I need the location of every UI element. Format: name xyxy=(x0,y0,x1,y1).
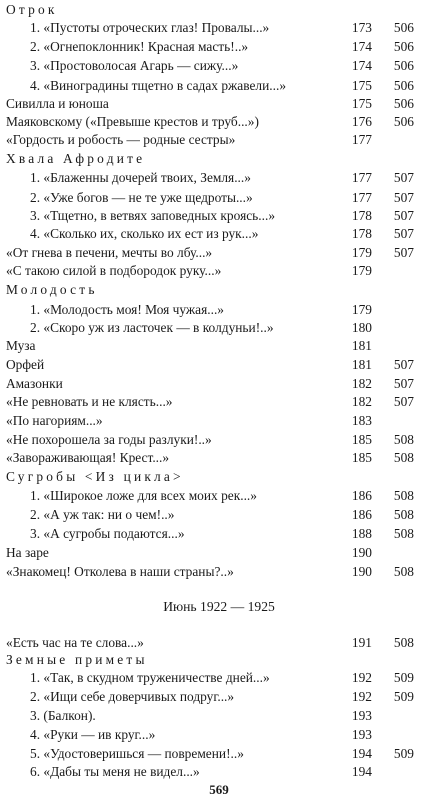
commentary-page-number: 509 xyxy=(393,746,414,761)
toc-entry xyxy=(0,706,438,726)
commentary-page-number: 508 xyxy=(393,507,414,522)
page-number: 174 xyxy=(351,58,372,73)
page-number: 192 xyxy=(351,689,372,704)
page-number: 173 xyxy=(351,20,372,35)
section-heading: Молодость xyxy=(6,282,98,297)
page-number: 194 xyxy=(351,746,372,761)
section-heading-row xyxy=(0,467,438,487)
entry-title: «Завораживающая! Крест...» xyxy=(6,450,170,465)
commentary-page-number: 508 xyxy=(393,432,414,447)
toc-entry xyxy=(0,543,438,563)
entry-title: Амазонки xyxy=(6,376,63,391)
commentary-page-number: 508 xyxy=(393,635,414,650)
commentary-page-number: 506 xyxy=(393,78,414,93)
entry-title: 2. «Скоро уж из ласточек — в колдуньи!..» xyxy=(30,320,274,335)
page-number: 181 xyxy=(351,357,372,372)
page-number: 185 xyxy=(351,450,372,465)
page-number: 177 xyxy=(351,132,372,147)
commentary-page-number: 507 xyxy=(393,226,414,241)
toc-entry xyxy=(0,668,438,688)
page-number: 182 xyxy=(351,376,372,391)
entry-title: «Есть час на те слова...» xyxy=(6,635,144,650)
toc-entry xyxy=(0,725,438,745)
page-number: 179 xyxy=(351,263,372,278)
commentary-page-number: 507 xyxy=(393,170,414,185)
page-number: 177 xyxy=(351,190,372,205)
entry-title: 1. «Молодость моя! Моя чужая...» xyxy=(30,302,225,317)
toc-entry xyxy=(0,430,438,450)
entry-title: «По нагориям...» xyxy=(6,413,103,428)
toc-entry xyxy=(0,318,438,338)
entry-title: «С такою силой в подбородок руку...» xyxy=(6,263,222,278)
date-heading-row xyxy=(0,597,438,617)
page-number: 175 xyxy=(351,96,372,111)
page-number: 186 xyxy=(351,507,372,522)
section-heading-row xyxy=(0,0,438,20)
entry-title: Муза xyxy=(6,338,36,353)
commentary-page-number: 509 xyxy=(393,689,414,704)
toc-entry xyxy=(0,486,438,506)
commentary-page-number: 507 xyxy=(393,357,414,372)
commentary-page-number: 508 xyxy=(393,450,414,465)
toc-entry xyxy=(0,224,438,244)
page-number: 182 xyxy=(351,394,372,409)
toc-entry xyxy=(0,505,438,525)
toc-entry xyxy=(0,336,438,356)
page-number: 188 xyxy=(351,526,372,541)
commentary-page-number: 506 xyxy=(393,20,414,35)
entry-title: 2. «Ищи себе доверчивых подруг...» xyxy=(30,689,235,704)
page-number: 194 xyxy=(351,764,372,779)
page-number: 180 xyxy=(351,320,372,335)
entry-title: 1. «Пустоты отроческих глаз! Провалы...» xyxy=(30,20,270,35)
toc-entry xyxy=(0,355,438,375)
entry-title: 3. «Тщетно, в ветвях заповедных кроясь...» xyxy=(30,208,276,223)
page-number: 179 xyxy=(351,302,372,317)
toc-entry xyxy=(0,168,438,188)
entry-title: 2. «Уже богов — не те уже щедроты...» xyxy=(30,190,253,205)
commentary-page-number: 506 xyxy=(393,96,414,111)
page-number: 186 xyxy=(351,488,372,503)
entry-title: «Не похорошела за годы разлуки!..» xyxy=(6,432,212,447)
commentary-page-number: 507 xyxy=(393,208,414,223)
entry-title: 1. «Так, в скудном труженичестве дней...» xyxy=(30,670,270,685)
entry-title: 3. (Балкон). xyxy=(30,708,96,723)
toc-entry xyxy=(0,524,438,544)
entry-title: 2. «А уж так: ни о чем!..» xyxy=(30,507,175,522)
toc-entry xyxy=(0,243,438,263)
commentary-page-number: 508 xyxy=(393,488,414,503)
toc-entry xyxy=(0,687,438,707)
page-number: 175 xyxy=(351,78,372,93)
commentary-page-number: 507 xyxy=(393,190,414,205)
toc-entry xyxy=(0,448,438,468)
page-number: 178 xyxy=(351,208,372,223)
commentary-page-number: 509 xyxy=(393,670,414,685)
entry-title: 2. «Огнепоклонник! Красная масть!..» xyxy=(30,39,249,54)
section-heading: Сугробы <Из цикла> xyxy=(6,469,184,484)
entry-title: 3. «А сугробы подаются...» xyxy=(30,526,185,541)
entry-title: 6. «Дабы ты меня не видел...» xyxy=(30,764,200,779)
entry-title: 4. «Виноградины тщетно в садах ржавели...» xyxy=(30,78,287,93)
commentary-page-number: 508 xyxy=(393,564,414,579)
commentary-page-number: 507 xyxy=(393,394,414,409)
entry-title: «Не ревновать и не клясть...» xyxy=(6,394,173,409)
commentary-page-number: 506 xyxy=(393,39,414,54)
entry-title: «Гордость и робость — родные сестры» xyxy=(6,132,236,147)
toc-entry xyxy=(0,76,438,96)
page-number: 178 xyxy=(351,226,372,241)
toc-entry xyxy=(0,261,438,281)
page-number: 177 xyxy=(351,170,372,185)
entry-title: Маяковскому («Превыше крестов и труб...») xyxy=(6,114,259,129)
section-heading-row xyxy=(0,280,438,300)
toc-entry xyxy=(0,300,438,320)
page-number: 193 xyxy=(351,727,372,742)
page-number-footer: 569 xyxy=(209,782,229,797)
toc-entry xyxy=(0,188,438,208)
entry-title: 3. «Простоволосая Агарь — сижу...» xyxy=(30,58,239,73)
commentary-page-number: 506 xyxy=(393,58,414,73)
section-heading: Отрок xyxy=(6,2,58,17)
page-number: 176 xyxy=(351,114,372,129)
entry-title: 5. «Удостоверишься — повремени!..» xyxy=(30,746,244,761)
section-heading: Земные приметы xyxy=(6,652,148,667)
page-number: 192 xyxy=(351,670,372,685)
page-number: 174 xyxy=(351,39,372,54)
entry-title: 1. «Блаженны дочерей твоих, Земля...» xyxy=(30,170,251,185)
entry-title: 1. «Широкое ложе для всех моих рек...» xyxy=(30,488,257,503)
page-number: 193 xyxy=(351,708,372,723)
toc-entry xyxy=(0,130,438,150)
toc-entry xyxy=(0,56,438,76)
commentary-page-number: 507 xyxy=(393,245,414,260)
toc-entry xyxy=(0,762,438,782)
toc-entry xyxy=(0,94,438,114)
section-heading: Хвала Афродите xyxy=(6,151,146,166)
page-number: 181 xyxy=(351,338,372,353)
toc-entry xyxy=(0,374,438,394)
entry-title: 4. «Руки — ив круг...» xyxy=(30,727,156,742)
entry-title: На заре xyxy=(6,545,49,560)
entry-title: 4. «Сколько их, сколько их ест из рук...» xyxy=(30,226,259,241)
page-number: 183 xyxy=(351,413,372,428)
toc-entry xyxy=(0,37,438,57)
page-number: 191 xyxy=(351,635,372,650)
commentary-page-number: 507 xyxy=(393,376,414,391)
page-number: 185 xyxy=(351,432,372,447)
commentary-page-number: 506 xyxy=(393,114,414,129)
toc-entry xyxy=(0,392,438,412)
toc-entry xyxy=(0,744,438,764)
toc-entry xyxy=(0,206,438,226)
commentary-page-number: 508 xyxy=(393,526,414,541)
entry-title: Сивилла и юноша xyxy=(6,96,109,111)
entry-title: «От гнева в печени, мечты во лбу...» xyxy=(6,245,213,260)
entry-title: «Знакомец! Отколева в наши страны?..» xyxy=(6,564,234,579)
entry-title: Орфей xyxy=(6,357,45,372)
page-number: 179 xyxy=(351,245,372,260)
date-heading: Июнь 1922 — 1925 xyxy=(163,599,275,614)
section-heading-row xyxy=(0,650,438,670)
toc-entry xyxy=(0,411,438,431)
toc-entry xyxy=(0,112,438,132)
page-number: 190 xyxy=(351,545,372,560)
toc-entry xyxy=(0,562,438,582)
section-heading-row xyxy=(0,149,438,169)
page-number: 190 xyxy=(351,564,372,579)
toc-entry xyxy=(0,18,438,38)
